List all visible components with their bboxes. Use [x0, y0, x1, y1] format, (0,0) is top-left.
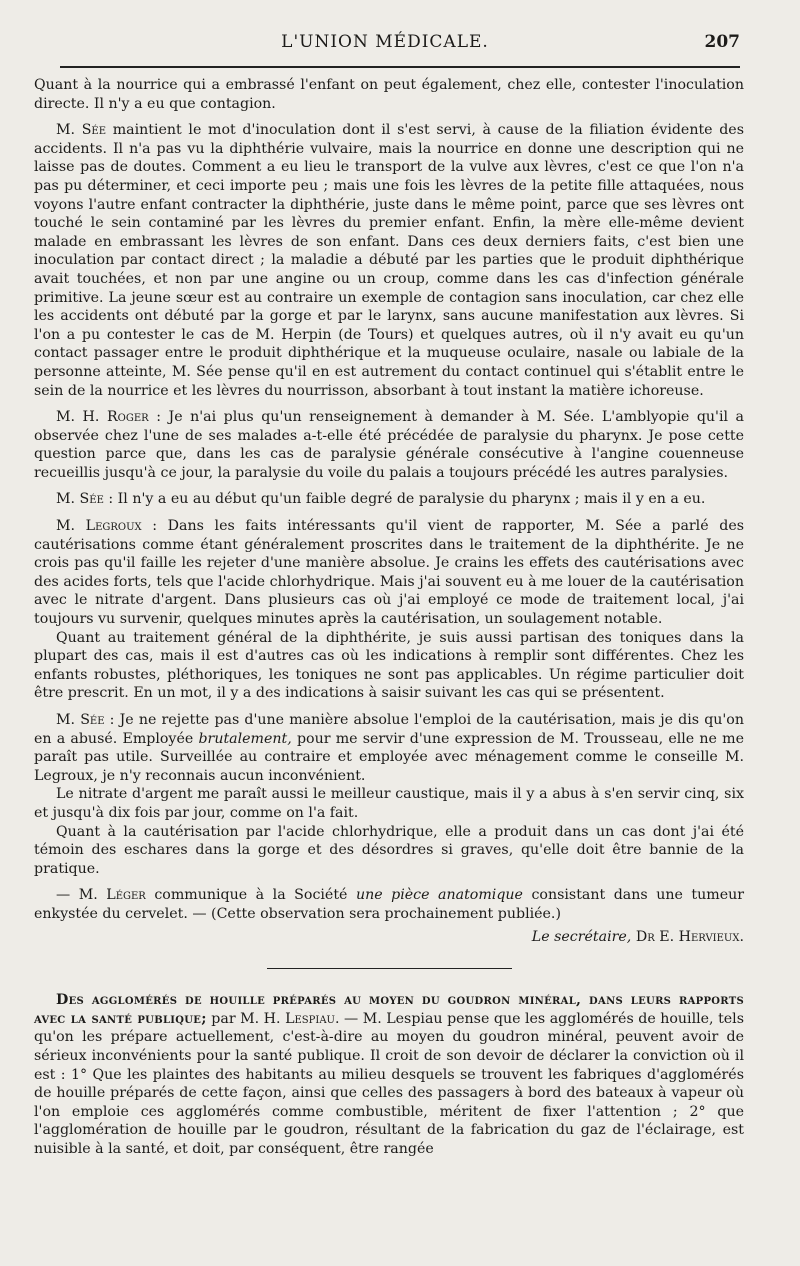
emphasis-text: une pièce anatomique	[355, 887, 523, 904]
speaker-name: M. Sée	[56, 122, 107, 139]
section-divider	[267, 968, 512, 969]
speaker-name: M. Sée	[56, 712, 105, 728]
paragraph-roger-question	[34, 408, 744, 482]
paragraph-text: pour me servir d'une expression de M. Trousseau, elle ne me paraît pas utile. Surveillée au contraire et employée avec ménagement comme le conseille M. Legroux, je n'y reconnais aucun inconvénient.	[34, 730, 744, 784]
paragraph-see-reply	[34, 490, 744, 509]
header-rule	[60, 66, 740, 68]
page-number: 207	[704, 32, 740, 52]
paragraph-text: : Je n'ai plus qu'un renseignement à demander à M. Sée. L'amblyopie qu'il a observée chez l'une de ses malades a-t-elle été précédée de paralysie du pharynx. Je pose cette question parce que, dans les cas de paralysie générale consécutive à l'angine couenneuse recueillis jusqu'à ce jour, la paralysie du voile du palais a toujours précédé les autres paralysies.	[34, 409, 744, 481]
paragraph-see-inoculation	[34, 121, 744, 400]
paragraph-general-treatment: Quant au traitement général de la diphthérite, je suis aussi partisan des toniques dans la plupart des cas, mais il est d'autres cas où les indications à remplir sont différentes. Chez les enfants robustes, pléthoriques, les toniques ne sont pas applicables. Un régime particulier doit être prescrit. En un mot, il y a des indications à saisir suivant les cas qui se présentent.	[34, 629, 744, 702]
paragraph-silver-nitrate: Le nitrate d'argent me paraît aussi le meilleur caustique, mais il y a abus à s'en servir cinq, six et jusqu'à dix fois par jour, comme on l'a fait.	[34, 786, 744, 821]
paragraph-text: : Il n'y a eu au début qu'un faible degré de paralysie du pharynx ; mais il y en a eu.	[108, 491, 706, 508]
secretary-signature	[34, 928, 744, 947]
page-header	[30, 30, 740, 56]
paragraph-nurse-contagion: Quant à la nourrice qui a embrassé l'enfant on peut également, chez elle, contester l'inoculation directe. Il n'y a eu que contagion.	[34, 77, 744, 112]
paragraph-text: consistant dans une tumeur enkystée du cervelet. — (Cette observation sera prochainement publiée.)	[34, 887, 745, 922]
article-agglomeres	[34, 991, 744, 1158]
speaker-name: M. Sée	[56, 491, 104, 508]
paragraph-leger-communication	[34, 886, 744, 923]
article-author-intro: par M. H.	[211, 1010, 281, 1027]
signature-name: Dr E. Hervieux.	[635, 928, 744, 945]
article-title: Des agglomérés de houille préparés au moyen du goudron minéral, dans leurs rapports avec la santé publique;	[34, 992, 744, 1027]
emphasis-text: brutalement,	[198, 730, 292, 747]
paragraph-text: maintient le mot d'inoculation dont il s'est servi, à cause de la filiation évidente des accidents. Il n'a pas vu la diphthérie vulvaire, mais la nourrice en donne une description qui ne laisse pas de doutes. Comment a eu lieu le transport de la vulve aux lèvres, c'est ce que l'on n'a pas pu déterminer, et ceci importe peu ; mais une fois les lèvres de la petite fille attaquées, nous voyons l'autre enfant contracter la diphthérie, juste dans le même point, parce que ses lèvres ont touché le sein contaminé par les lèvres du premier enfant. Enfin, la mère elle-même devient malade en embrassant les lèvres de son enfant. Dans ces deux derniers faits, c'est bien une inoculation par contact direct ; la maladie a débuté par les parties que le produit diphthérique avait touchées, et non par une angine ou un croup, comme dans les cas d'infection générale primitive. La jeune sœur est au contraire un exemple de contagion sans inoculation, car chez elle les accidents ont débuté par la gorge et par le larynx, sans aucune manifestation aux lèvres. Si l'on a pu contester le cas de M. Herpin (de Tours) et quelques autres, où il n'y avait eu qu'un contact passager entre le produit diphthérique et la muqueuse oculaire, nasale ou labiale de la personne atteinte, M. Sée pense qu'il en est autrement du contact continuel qui s'établit entre le sein de la nourrice et les lèvres du nourrisson, absorbant à tout instant la matière ichoreuse.	[34, 122, 744, 399]
speaker-name: M. H. Roger	[56, 409, 149, 426]
running-title: L'UNION MÉDICALE.	[281, 32, 489, 52]
signature-role: Le secrétaire,	[531, 928, 632, 945]
paragraph-text: : Je ne rejette pas d'une manière absolue l'emploi de la cautérisation, mais je dis qu'on en a abusé. Employée	[34, 712, 744, 747]
article-text: — M. Lespiau pense que les agglomérés de houille, tels qu'on les prépare actuellement, c'est-à-dire au moyen du goudron minéral, peuvent avoir de sérieux inconvénients pour la santé publique. Il croit de son devoir de déclarer la conviction où il est : 1° Que les plaintes des habitants au milieu desquels se trouvent les fabriques d'agglomérés de houille préparés de cette façon, ainsi que celles des passagers à bord des bateaux à vapeur où l'on emploie ces agglomérés comme combustible, méritent de fixer l'attention ; 2° que l'agglomération de houille par le goudron, résultant de la fabrication du gaz de l'éclairage, est nuisible à la santé, et doit, par conséquent, être rangée	[34, 1010, 744, 1157]
paragraph-hydrochloric-acid: Quant à la cautérisation par l'acide chlorhydrique, elle a produit dans un cas dont j'ai été témoin des eschares dans la gorge et des désordres si graves, qu'elle doit être bannie de la pratique.	[34, 823, 744, 877]
paragraph-see-cauterisation	[34, 711, 744, 785]
paragraph-text: communique à la Société	[154, 887, 348, 904]
speaker-name: — M. Léger	[56, 887, 146, 904]
paragraph-text: : Dans les faits intéressants qu'il vient de rapporter, M. Sée a parlé des cautérisations comme étant généralement proscrites dans le traitement de la diphthérite. Je ne crois pas qu'il faille les rejeter d'une manière absolue. Je crains les effets des cautérisations avec des acides forts, tels que l'acide chlorhydrique. Mais j'ai souvent eu à me louer de la cautérisation avec le nitrate d'argent. Dans plusieurs cas où j'ai employé ce mode de traitement local, j'ai toujours vu survenir, quelques minutes après la cautérisation, un soulagement notable.	[34, 518, 745, 628]
speaker-name: M. Legroux	[56, 518, 142, 535]
article-author: Lespiau.	[285, 1010, 340, 1027]
page-body	[34, 76, 744, 1166]
paragraph-legroux-cauterisation	[34, 517, 744, 629]
